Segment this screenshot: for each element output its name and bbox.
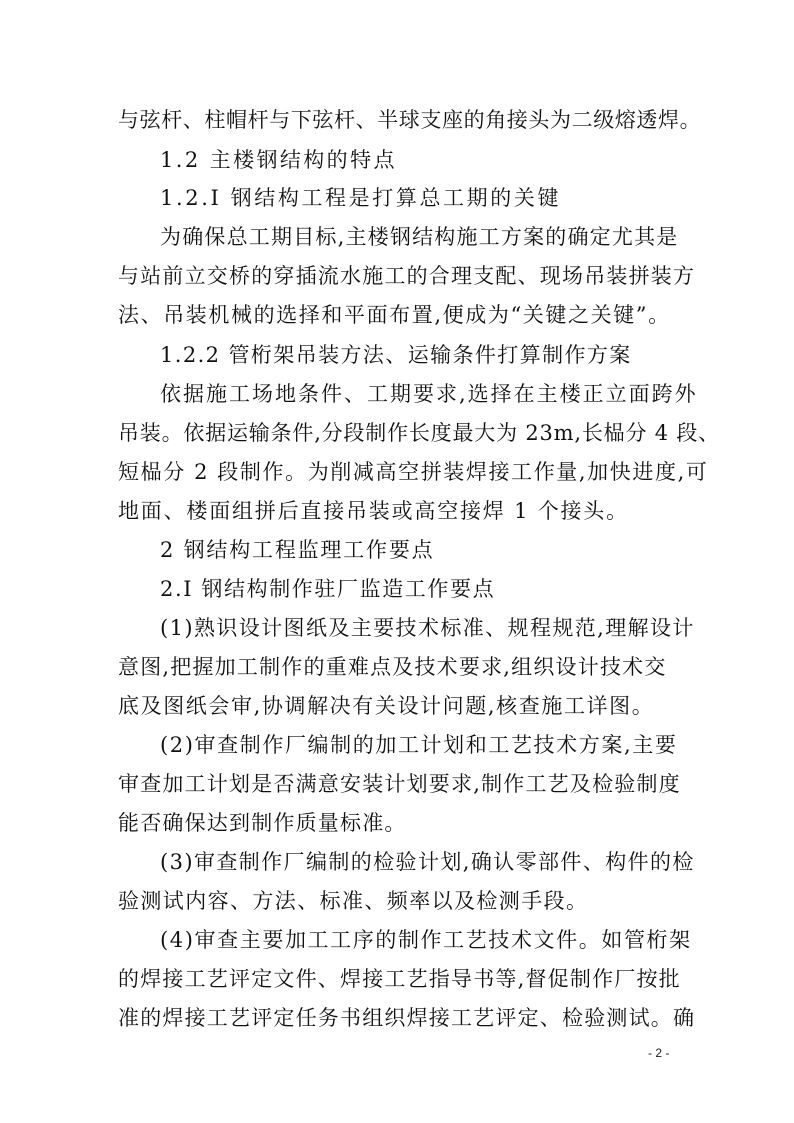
page-number: - 2 - [648,1046,670,1060]
text-line: (2)审查制作厂编制的加工计划和工艺技术方案,主要 [160,733,678,757]
text-line: 底及图纸会审,协调解决有关设计问题,核查施工详图。 [118,694,655,718]
text-line: 准的焊接工艺评定任务书组织焊接工艺评定、检验测试。确 [118,1006,696,1030]
text-line: 与站前立交桥的穿插流水施工的合理支配、现场吊装拼装方 [118,264,696,288]
section-heading: 1.2 主楼钢结构的特点 [160,148,397,172]
text-line: 短榀分 2 段制作。为削减高空拼装焊接工作量,加快进度,可 [118,460,709,484]
section-heading: 1.2.I 钢结构工程是打算总工期的关键 [160,186,562,210]
text-line: 吊装。依据运输条件,分段制作长度最大为 23m,长榀分 4 段、 [118,421,720,445]
text-line: (4)审查主要加工工序的制作工艺技术文件。如管桁架 [160,928,692,952]
section-heading: 2 钢结构工程监理工作要点 [160,538,435,562]
text-line: 验测试内容、方法、标准、频率以及检测手段。 [118,889,589,913]
text-line: 地面、楼面组拼后直接吊装或高空接焊 1 个接头。 [118,499,629,523]
text-line: 的焊接工艺评定文件、焊接工艺指导书等,督促制作厂按批 [118,967,681,991]
text-line: 能否确保达到制作质量标准。 [118,811,407,835]
section-heading: 2.I 钢结构制作驻厂监造工作要点 [160,577,496,601]
section-heading: 1.2.2 管桁架吊装方法、运输条件打算制作方案 [160,343,632,367]
text-line: (1)熟识设计图纸及主要技术标准、规程规范,理解设计 [160,616,695,640]
text-line: 与弦杆、柱帽杆与下弦杆、半球支座的角接头为二级熔透焊。 [118,108,702,132]
text-line: 意图,把握加工制作的重难点及技术要求,组织设计技术交 [118,655,667,679]
text-line: 依据施工场地条件、工期要求,选择在主楼正立面跨外 [160,382,698,406]
text-line: 法、吊装机械的选择和平面布置,便成为“关键之关键”。 [118,303,671,327]
text-line: (3)审查制作厂编制的检验计划,确认零部件、构件的检 [160,850,695,874]
text-line: 为确保总工期目标,主楼钢结构施工方案的确定尤其是 [160,225,679,249]
text-line: 审查加工计划是否满意安装计划要求,制作工艺及检验制度 [118,772,681,796]
